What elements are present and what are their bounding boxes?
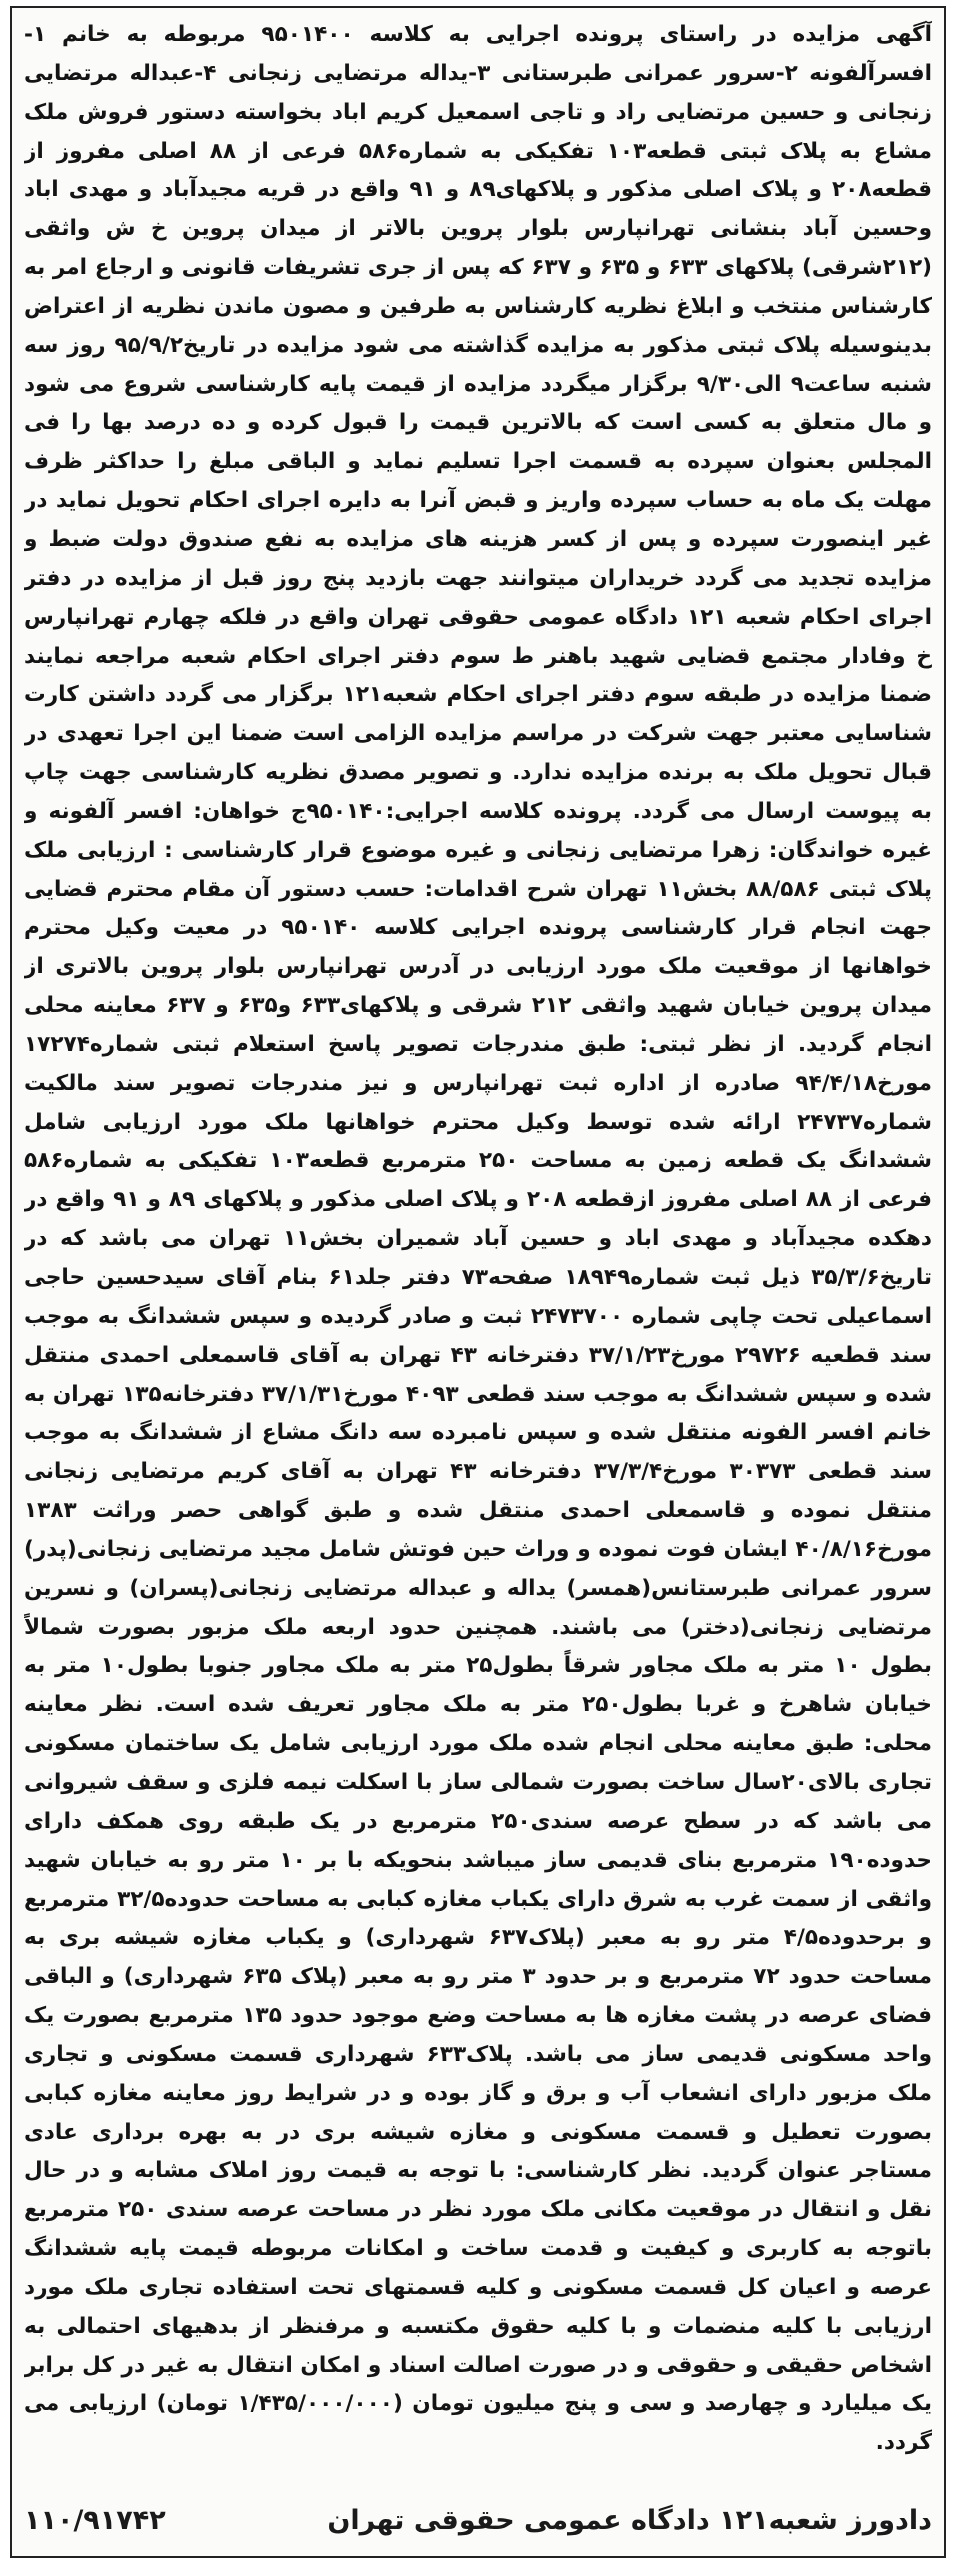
notice-footer [24, 2492, 932, 2548]
notice-body [24, 16, 932, 2480]
notice-box [10, 6, 946, 2558]
notice-paragraph: آگهی مزایده در راستای پرونده اجرایی به کلاسه ۹۵۰۱۴۰۰ مربوطه به خانم ۱-افسرآلفونه ۲-سرور عمرانی طبرستانی ۳-یداله مرتضایی زنجانی ۴-عبداله مرتضایی زنجانی و حسین مرتضایی راد و تاجی اسمعیل کریم اباد بخواسته دستور فروش ملک مشاع به پلاک ثبتی قطعه۱۰۳ تفکیکی به شماره۵۸۶ فرعی از ۸۸ اصلی مفروز از قطعه۲۰۸ و پلاک اصلی مذکور و پلاکهای۸۹ و ۹۱ واقع در قریه مجیدآباد و مهدی اباد وحسین آباد بنشانی تهرانپارس بلوار پروین بالاتر از میدان پروین خ ش واثقی (۲۱۲شرقی) پلاکهای ۶۳۳ و ۶۳۵ و ۶۳۷ که پس از جری تشریفات قانونی و ارجاع امر به کارشناس منتخب و ابلاغ نظریه کارشناس به طرفین و مصون ماندن نظریه از اعتراض بدینوسیله پلاک ثبتی مذکور به مزایده گذاشته می شود مزایده در تاریخ۹۵/۹/۲ روز سه شنبه ساعت۹ الی۹/۳۰ برگزار میگردد مزایده از قیمت پایه کارشناسی شروع می شود و مال متعلق به کسی است که بالاترین قیمت را قبول کرده و ده درصد بها را فی المجلس بعنوان سپرده به قسمت اجرا تسلیم نماید و الباقی مبلغ را حداکثر ظرف مهلت یک ماه به حساب سپرده واریز و قبض آنرا به دایره اجرای احکام تحویل نماید در غیر اینصورت سپرده و پس از کسر هزینه های مزایده به نفع صندوق دولت ضبط و مزایده تجدید می گردد خریداران میتوانند جهت بازدید پنج روز قبل از مزایده در دفتر اجرای احکام شعبه ۱۲۱ دادگاه عمومی حقوقی تهران واقع در فلکه چهارم تهرانپارس خ وفادار مجتمع قضایی شهید باهنر ط سوم دفتر اجرای احکام شعبه مراجعه نمایند ضمنا مزایده در طبقه سوم دفتر اجرای احکام شعبه۱۲۱ برگزار می گردد داشتن کارت شناسایی معتبر جهت شرکت در مراسم مزایده الزامی است ضمنا این اجرا تعهدی در قبال تحویل ملک به برنده مزایده ندارد. و تصویر مصدق نظریه کارشناسی جهت چاپ به پیوست ارسال می گردد. پرونده کلاسه اجرایی:۹۵۰۱۴۰ج خواهان: افسر آلفونه و غیره خواندگان: زهرا مرتضایی زنجانی و غیره موضوع قرار کارشناسی : ارزیابی ملک پلاک ثبتی ۸۸/۵۸۶ بخش۱۱ تهران شرح اقدامات: حسب دستور آن مقام محترم قضایی جهت انجام قرار کارشناسی پرونده اجرایی کلاسه ۹۵۰۱۴۰ در معیت وکیل محترم خواهانها از موقعیت ملک مورد ارزیابی در آدرس تهرانپارس بلوار پروین بالاتری از میدان پروین خیابان شهید واثقی ۲۱۲ شرقی و پلاکهای۶۳۳ و۶۳۵ و ۶۳۷ معاینه محلی انجام گردید. از نظر ثبتی: طبق مندرجات تصویر پاسخ استعلام ثبتی شماره۱۷۲۷۴ مورخ۹۴/۴/۱۸ صادره از اداره ثبت تهرانپارس و نیز مندرجات تصویر سند مالکیت شماره۲۴۷۳۷ ارائه شده توسط وکیل محترم خواهانها ملک مورد ارزیابی شامل ششدانگ یک قطعه زمین به مساحت ۲۵۰ مترمربع قطعه۱۰۳ تفکیکی به شماره۵۸۶ فرعی از ۸۸ اصلی مفروز ازقطعه ۲۰۸ و پلاک اصلی مذکور و پلاکهای ۸۹ و ۹۱ واقع در دهکده مجیدآباد و مهدی اباد و حسین آباد شمیران بخش۱۱ تهران می باشد که در تاریخ۳۵/۳/۶ ذیل ثبت شماره۱۸۹۴۹ صفحه۷۳ دفتر جلد۶۱ بنام آقای سیدحسین حاجی اسماعیلی تحت چاپی شماره ۲۴۷۳۷۰۰ ثبت و صادر گردیده و سپس ششدانگ به موجب سند قطعیه ۲۹۷۲۶ مورخ۳۷/۱/۲۳ دفترخانه ۴۳ تهران به آقای قاسمعلی احمدی منتقل شده و سپس ششدانگ به موجب سند قطعی ۴۰۹۳ مورخ۳۷/۱/۳۱ دفترخانه۱۳۵ تهران به خانم افسر الفونه منتقل شده و سپس نامبرده سه دانگ مشاع از ششدانگ به موجب سند قطعی ۳۰۳۷۳ مورخ۳۷/۳/۴ دفترخانه ۴۳ تهران به آقای کریم مرتضایی زنجانی منتقل نموده و قاسمعلی احمدی منتقل شده و طبق گواهی حصر وراثت ۱۳۸۳ مورخ۴۰/۸/۱۶ ایشان فوت نموده و وراث حین فوتش شامل مجید مرتضایی زنجانی(پدر) سرور عمرانی طبرستانس(همسر) یداله و عبداله مرتضایی زنجانی(پسران) و نسرین مرتضایی زنجانی(دختر) می باشند. همچنین حدود اربعه ملک مزبور بصورت شمالاً بطول ۱۰ متر به ملک مجاور شرقاً بطول۲۵ متر به ملک مجاور جنوبا بطول۱۰ متر به خیابان شاهرخ و غربا بطول۲۵۰ متر به ملک مجاور تعریف شده است. نظر معاینه محلی: طبق معاینه محلی انجام شده ملک مورد ارزیابی شامل یک ساختمان مسکونی تجاری بالای۲۰سال ساخت بصورت شمالی ساز با اسکلت نیمه فلزی و سقف شیروانی می باشد که در سطح عرصه سندی۲۵۰ مترمربع در یک طبقه روی همکف دارای حدوده۱۹۰ مترمربع بنای قدیمی ساز میباشد بنحویکه با بر ۱۰ متر رو به خیابان شهید واثقی از سمت غرب به شرق دارای یکباب مغازه کبابی به مساحت حدوده۳۲/۵ مترمربع و برحدوده۴/۵ متر رو به معبر (پلاک۶۳۷ شهرداری) و یکباب مغازه شیشه بری به مساحت حدود ۷۲ مترمربع و بر حدود ۳ متر رو به معبر (پلاک ۶۳۵ شهرداری) و الباقی فضای عرصه در پشت مغازه ها به مساحت وضع موجود حدود ۱۳۵ مترمربع بصورت یک واحد مسکونی قدیمی ساز می باشد. پلاک۶۳۳ شهرداری قسمت مسکونی و تجاری ملک مزبور دارای انشعاب آب و برق و گاز بوده و در شرایط روز معاینه مغازه کبابی بصورت تعطیل و قسمت مسکونی و مغازه شیشه بری در به بهره برداری عادی مستاجر عنوان گردید. نظر کارشناسی: با توجه به قیمت روز املاک مشابه و در حال نقل و انتقال در موقعیت مکانی ملک مورد نظر در مساحت عرصه سندی ۲۵۰ مترمربع باتوجه به کاربری و کیفیت و قدمت ساخت و امکانات مربوطه قیمت پایه ششدانگ عرصه و اعیان کل قسمت مسکونی و کلیه قسمتهای تحت استفاده تجاری ملک مورد ارزیابی با کلیه منضمات و با کلیه حقوق مکتسبه و مرفنظر از بدهیهای احتمالی به اشخاص حقیقی و حقوقی و در صورت اصالت اسناد و امکان انتقال به غیر در کل برابر یک میلیارد و چهارصد و سی و پنج میلیون تومان (۱/۴۳۵/۰۰۰/۰۰۰ تومان) ارزیابی می گردد. [24, 22, 932, 2456]
issuer-signature: دادورز شعبه۱۲۱ دادگاه عمومی حقوقی تهران [327, 2504, 932, 2536]
notice-code: ۱۱۰/۹۱۷۴۲ [24, 2504, 166, 2536]
